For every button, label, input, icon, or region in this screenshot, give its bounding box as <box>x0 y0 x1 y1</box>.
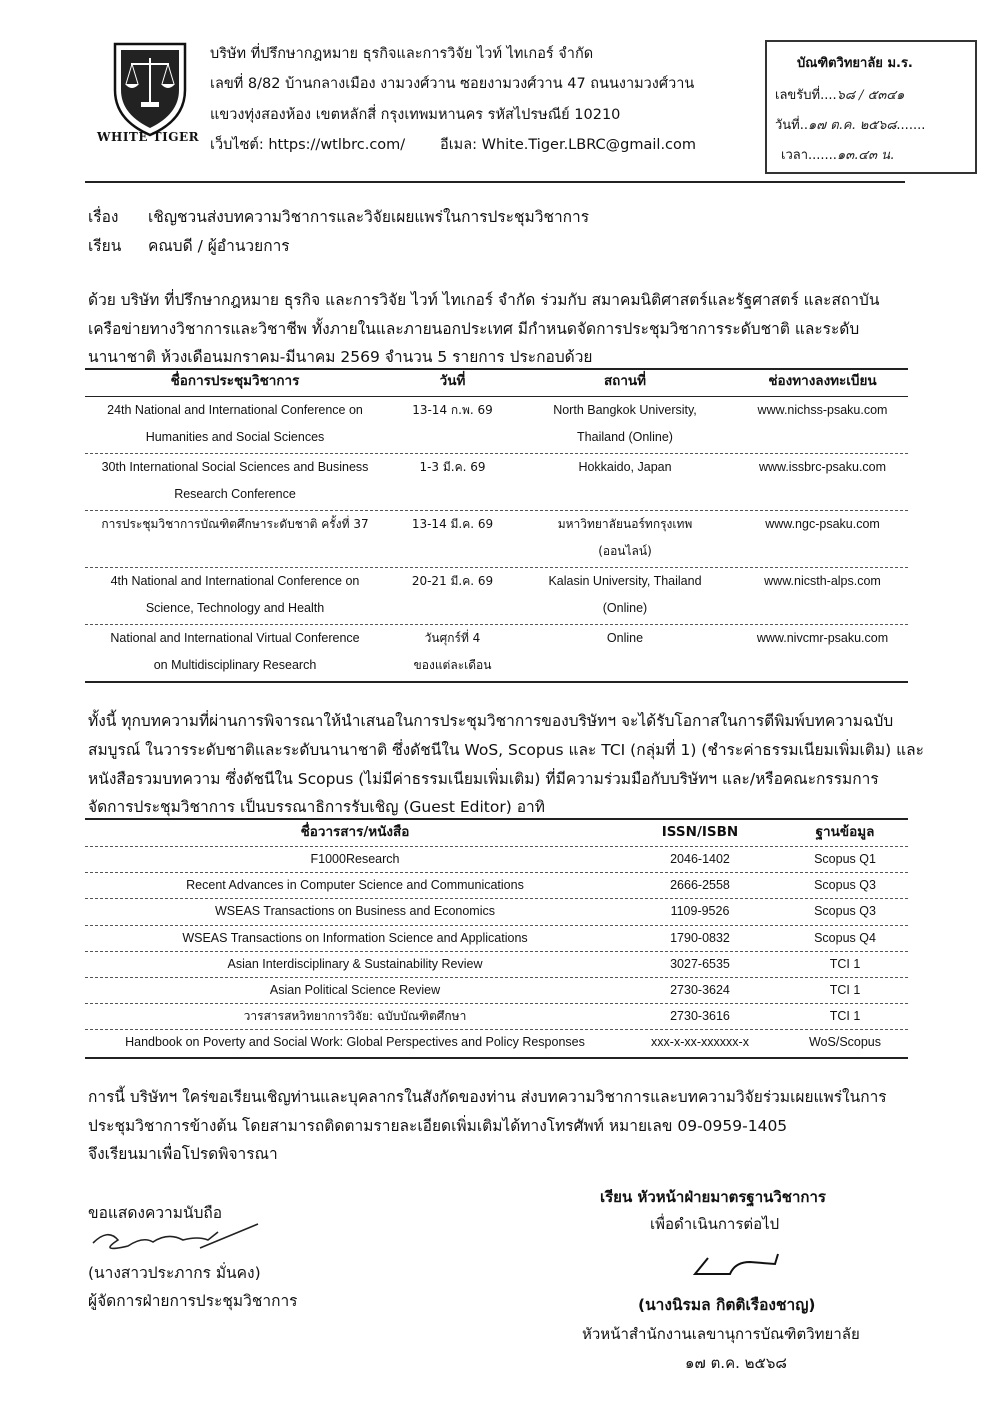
closing-line: การนี้ บริษัทฯ ใคร่ขอเรียนเชิญท่านและบุคลากรในสังกัดของท่าน ส่งบทความวิชาการและบทความวิจัยร่วมเผยแพร่ในการ <box>88 1088 887 1106</box>
stamp-time-value: ๑๓.๔๓ น. <box>836 148 895 163</box>
website: เว็บไซต์: https://wtlbrc.com/ <box>210 137 406 153</box>
stamp-recv-value: ๖๘ / ๕๓๔๑ <box>836 88 905 103</box>
journal-name: Asian Political Science Review <box>269 983 441 997</box>
journal-name: F1000Research <box>310 852 400 866</box>
database: TCI 1 <box>829 983 861 997</box>
issn: 2730-3624 <box>670 983 730 997</box>
conference-venue: (ออนไลน์) <box>598 544 652 558</box>
conference-name: Research Conference <box>174 487 296 501</box>
table-bottom-rule <box>85 1057 908 1059</box>
closing-line: จึงเรียนมาเพื่อโปรดพิจารณา <box>88 1145 278 1163</box>
database: Scopus Q3 <box>814 878 876 893</box>
conference-name: การประชุมวิชาการบัณฑิตศึกษาระดับชาติ ครั้งที่ 37 <box>101 517 369 531</box>
endorser-name: (นางนิรมล กิตติเรืองชาญ) <box>638 1296 816 1314</box>
subject: เชิญชวนส่งบทความวิชาการและวิจัยเผยแพร่ในการประชุมวิชาการ <box>148 208 590 226</box>
conference-name: 30th International Social Sciences and Business <box>101 460 369 474</box>
white-tiger-logo <box>97 40 200 150</box>
conference-date: 13-14 มี.ค. 69 <box>411 517 494 531</box>
registration-url: www.nicsth-alps.com <box>764 574 881 588</box>
registration-url: www.ngc-psaku.com <box>765 517 880 531</box>
endorser-signature <box>690 1250 790 1280</box>
conference-date: 13-14 ก.พ. 69 <box>412 403 493 417</box>
database: Scopus Q4 <box>814 930 876 945</box>
database: Scopus Q1 <box>814 852 876 866</box>
intro-line: นานาชาติ ห้วงเดือนมกราคม-มีนาคม 2569 จำนวน 5 รายการ ประกอบด้วย <box>88 348 593 366</box>
database: WoS/Scopus <box>808 1035 882 1050</box>
issn: 2666-2558 <box>670 878 730 893</box>
company-name: บริษัท ที่ปรึกษากฎหมาย ธุรกิจและการวิจัย ไวท์ ไทเกอร์ จำกัด <box>210 46 594 62</box>
conference-date: ของแต่ละเดือน <box>413 658 492 672</box>
issn: 1790-0832 <box>670 930 730 945</box>
conference-name: 4th National and International Conference on <box>110 574 360 588</box>
logo-text: WHITE TIGER <box>97 130 200 144</box>
conference-name: National and International Virtual Conference <box>110 631 360 645</box>
intro-line: เครือข่ายทางวิชาการและวิชาชีพ ทั้งภายในและภายนอกประเทศ มีกำหนดจัดการประชุมวิชาการระดับชาติ และระดับ <box>88 320 860 338</box>
issn: 2730-3616 <box>670 1009 730 1024</box>
publication-line: สมบูรณ์ ในวารระดับชาติและระดับนานาชาติ ซึ่งดัชนีใน WoS, Scopus และ TCI (กลุ่มที่ 1) (ชำระค่าธรรมเนียมเพิ่มเติม) และ <box>88 741 924 759</box>
receipt-stamp: บัณฑิตวิทยาลัย ม.ร. เลขรับที่....๖๘ / ๕๓๔๑ วันที่..๑๗ ต.ค. ๒๕๖๘....... เวลา.......๑๓.๔๓ น. <box>765 40 977 174</box>
conference-date: 1-3 มี.ค. 69 <box>419 460 486 474</box>
sender-signature <box>88 1218 263 1258</box>
to: คณบดี / ผู้อำนวยการ <box>148 237 290 255</box>
conference-venue: Kalasin University, Thailand <box>548 574 702 588</box>
publication-line: จัดการประชุมวิชาการ เป็นบรรณาธิการรับเชิญ (Guest Editor) อาทิ <box>88 798 545 816</box>
issn: 1109-9526 <box>670 904 730 919</box>
conference-name: on Multidisciplinary Research <box>153 658 317 672</box>
column-header: ช่องทางลงทะเบียน <box>768 373 877 389</box>
conference-name: 24th National and International Conference on <box>107 403 363 417</box>
conference-venue: Thailand (Online) <box>577 430 673 444</box>
endorsement-line-2: เพื่อดำเนินการต่อไป <box>650 1215 780 1233</box>
column-header: วันที่ <box>439 373 466 389</box>
column-header: ชื่อการประชุมวิชาการ <box>170 373 300 389</box>
address-line-1: เลขที่ 8/82 บ้านกลางเมือง งามวงศ์วาน ซอยงามวงศ์วาน 47 ถนนงามวงศ์วาน <box>210 76 695 92</box>
conference-date: 20-21 มี.ค. 69 <box>411 574 494 588</box>
stamp-org: บัณฑิตวิทยาลัย ม.ร. <box>797 56 913 71</box>
registration-url: www.issbrc-psaku.com <box>758 460 887 474</box>
conference-date: วันศุกร์ที่ 4 <box>424 631 481 645</box>
intro-line: ด้วย บริษัท ที่ปรึกษากฎหมาย ธุรกิจ และการวิจัย ไวท์ ไทเกอร์ จำกัด ร่วมกับ สมาคมนิติศาสตร์และรัฐศาสตร์ และสถาบัน <box>88 291 880 309</box>
journal-name: Asian Interdisciplinary & Sustainability Review <box>227 956 483 971</box>
conference-venue: Online <box>606 631 644 645</box>
issn: xxx-x-xx-xxxxxx-x <box>651 1035 749 1050</box>
table-bottom-rule <box>85 681 908 683</box>
email: อีเมล: White.Tiger.LBRC@gmail.com <box>440 137 697 153</box>
journal-name: วารสารสหวิทยาการวิจัย: ฉบับบัณฑิตศึกษา <box>243 1009 467 1024</box>
registration-url: www.nichss-psaku.com <box>757 403 888 417</box>
endorsement-line-1: เรียน หัวหน้าฝ่ายมาตรฐานวิชาการ <box>600 1188 826 1206</box>
issn: 3027-6535 <box>670 956 730 971</box>
sender-name: (นางสาวประภากร มั่นคง) <box>88 1264 261 1282</box>
regards: ขอแสดงความนับถือ <box>88 1204 223 1222</box>
journal-name: WSEAS Transactions on Business and Economics <box>215 904 495 919</box>
database: TCI 1 <box>829 956 861 971</box>
registration-url: www.nivcmr-psaku.com <box>756 631 889 645</box>
endorser-title: หัวหน้าสำนักงานเลขานุการบัณฑิตวิทยาลัย <box>582 1325 860 1343</box>
stamp-date-value: ๑๗ ต.ค. ๒๕๖๘ <box>808 118 897 133</box>
column-header: ชื่อวารสาร/หนังสือ <box>300 824 410 840</box>
conference-venue: (Online) <box>602 601 648 615</box>
endorsement-date: ๑๗ ต.ค. ๒๕๖๘ <box>685 1354 787 1372</box>
conference-venue: มหาวิทยาลัยนอร์ทกรุงเทพ <box>557 517 693 531</box>
stamp-date-label: วันที่ <box>775 118 800 133</box>
column-header: ISSN/ISBN <box>661 824 739 840</box>
closing-line: ประชุมวิชาการข้างต้น โดยสามารถติดตามรายละเอียดเพิ่มเติมได้ทางโทรศัพท์ หมายเลข 09-0959-1405 <box>88 1117 788 1135</box>
journal-name: WSEAS Transactions on Information Science and Applications <box>182 930 528 945</box>
conference-venue: North Bangkok University, <box>553 403 697 417</box>
journal-name: Handbook on Poverty and Social Work: Global Perspectives and Policy Responses <box>125 1035 585 1050</box>
column-header: สถานที่ <box>603 373 647 389</box>
sender-title: ผู้จัดการฝ่ายการประชุมวิชาการ <box>88 1292 298 1310</box>
to-label: เรียน <box>88 237 122 255</box>
column-header: ฐานข้อมูล <box>815 824 875 840</box>
conference-name: Humanities and Social Sciences <box>145 430 325 444</box>
issn: 2046-1402 <box>670 852 730 866</box>
database: Scopus Q3 <box>814 904 876 919</box>
subject-label: เรื่อง <box>88 208 119 226</box>
publication-line: หนังสือรวมบทความ ซึ่งดัชนีใน Scopus (ไม่มีค่าธรรมเนียมเพิ่มเติม) ที่มีความร่วมมือกับบริษัทฯ และ/หรือคณะกรรมการ <box>88 770 879 788</box>
conference-venue: Hokkaido, Japan <box>578 460 672 474</box>
journal-name: Recent Advances in Computer Science and Communications <box>186 878 524 893</box>
header-divider <box>85 181 905 183</box>
conference-name: Science, Technology and Health <box>145 601 325 615</box>
address-line-2: แขวงทุ่งสองห้อง เขตหลักสี่ กรุงเทพมหานคร รหัสไปรษณีย์ 10210 <box>210 107 621 123</box>
publication-line: ทั้งนี้ ทุกบทความที่ผ่านการพิจารณาให้นำเสนอในการประชุมวิชาการของบริษัทฯ จะได้รับโอกาสในการตีพิมพ์บทความฉบับ <box>88 712 894 730</box>
stamp-time-label: เวลา <box>781 148 809 163</box>
stamp-recv-label: เลขรับที่ <box>775 88 821 103</box>
database: TCI 1 <box>829 1009 861 1024</box>
